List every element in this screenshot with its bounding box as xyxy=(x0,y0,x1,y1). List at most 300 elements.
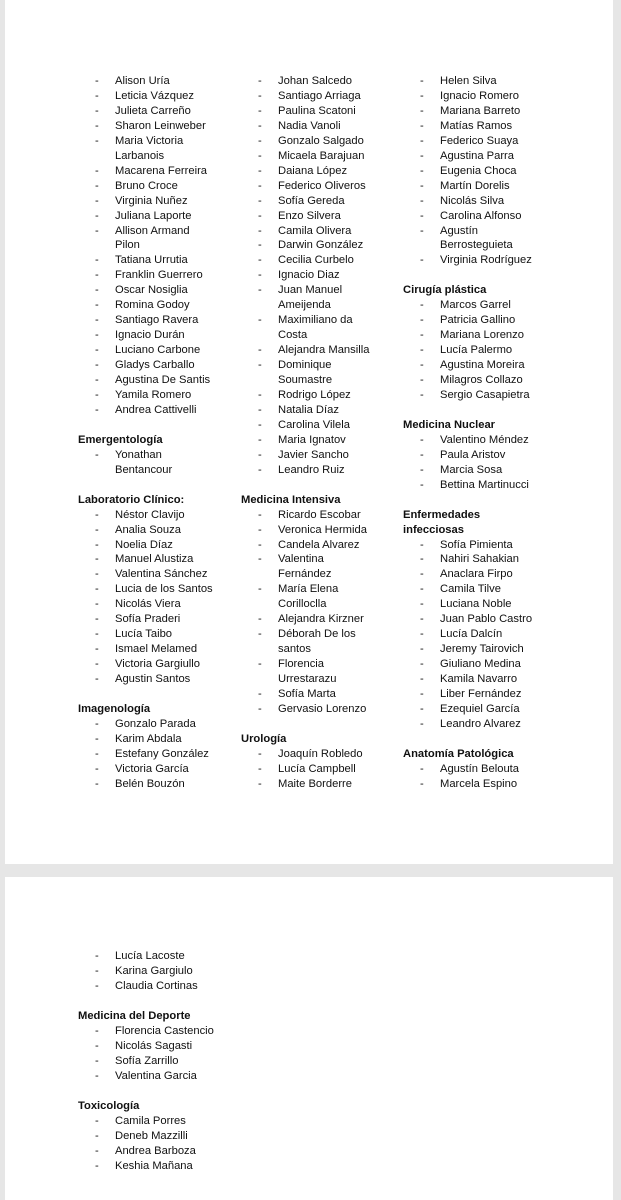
person-name: Marcos Garrel xyxy=(440,299,511,312)
bullet-dash: - xyxy=(95,1115,99,1127)
list-item-continuation xyxy=(241,597,401,612)
bullet-dash: - xyxy=(95,508,99,521)
person-name: Marcia Sosa xyxy=(440,463,503,476)
list-item xyxy=(403,313,563,328)
bullet-dash: - xyxy=(95,299,99,312)
person-name: Sofía Marta xyxy=(278,687,336,700)
person-name: Larbanois xyxy=(115,149,165,162)
person-name: Daiana López xyxy=(278,164,348,177)
list-item xyxy=(78,523,238,538)
list-item xyxy=(241,582,401,597)
list-item xyxy=(403,89,563,104)
person-name: Lucía Palermo xyxy=(440,344,513,357)
person-name: Valentina Sánchez xyxy=(115,568,208,581)
list-item-continuation xyxy=(241,373,401,388)
person-name: Maria Ignatov xyxy=(278,433,346,446)
list-item xyxy=(403,328,563,343)
list-item xyxy=(241,283,401,298)
person-name: Darwin González xyxy=(278,239,364,252)
bullet-dash: - xyxy=(420,777,424,790)
bullet-dash: - xyxy=(258,104,262,117)
list-item xyxy=(78,597,238,612)
section-heading: Medicina Intensiva xyxy=(241,493,341,506)
bullet-dash: - xyxy=(258,179,262,192)
person-name: Martín Dorelis xyxy=(440,179,510,192)
list-item xyxy=(78,777,238,792)
bullet-dash: - xyxy=(420,119,424,132)
person-name: Claudia Cortinas xyxy=(115,980,198,992)
section-heading: Emergentología xyxy=(78,433,163,446)
person-name: Lucía Lacoste xyxy=(115,950,185,962)
bullet-dash: - xyxy=(95,628,99,641)
list-item xyxy=(403,597,563,612)
bullet-dash: - xyxy=(258,149,262,162)
list-item xyxy=(403,149,563,164)
person-name: Federico Suaya xyxy=(440,134,519,147)
person-name: Yamila Romero xyxy=(115,388,192,401)
bullet-dash: - xyxy=(258,687,262,700)
person-name: Mariana Barreto xyxy=(440,104,521,117)
person-name: Gladys Carballo xyxy=(115,359,195,372)
person-name: Virginia Rodríguez xyxy=(440,254,532,267)
bullet-dash: - xyxy=(95,179,99,192)
person-name: Dominique xyxy=(278,359,332,372)
document-page-1 xyxy=(5,0,613,864)
bullet-dash: - xyxy=(95,583,99,596)
list-item-continuation xyxy=(78,149,238,164)
list-item xyxy=(78,567,238,582)
bullet-dash: - xyxy=(258,448,262,461)
list-item xyxy=(241,762,401,777)
list-item xyxy=(403,717,563,732)
list-item xyxy=(241,747,401,762)
person-name: Natalia Díaz xyxy=(278,403,339,416)
person-name: Ismael Melamed xyxy=(115,643,198,656)
list-item xyxy=(78,194,238,209)
list-item xyxy=(78,657,238,672)
list-item xyxy=(78,283,238,298)
list-item xyxy=(78,343,238,358)
person-name: Maria Victoria xyxy=(115,134,184,147)
list-item xyxy=(241,209,401,224)
list-item xyxy=(78,448,238,463)
list-item xyxy=(78,164,238,179)
section-heading: Cirugía plástica xyxy=(403,284,487,297)
bullet-dash: - xyxy=(420,194,424,207)
bullet-dash: - xyxy=(420,254,424,267)
person-name: Sofía Pimienta xyxy=(440,538,513,551)
list-item xyxy=(78,328,238,343)
bullet-dash: - xyxy=(420,658,424,670)
section-heading: infecciosas xyxy=(403,523,464,536)
person-name: Romina Godoy xyxy=(115,299,190,312)
person-name: Ricardo Escobar xyxy=(278,508,361,521)
list-item xyxy=(78,209,238,224)
bullet-dash: - xyxy=(95,269,99,282)
person-name: Johan Salcedo xyxy=(278,75,353,87)
bullet-dash: - xyxy=(420,762,424,775)
bullet-dash: - xyxy=(420,717,424,730)
bullet-dash: - xyxy=(420,75,424,87)
bullet-dash: - xyxy=(95,1145,99,1157)
person-name: Karina Gargiulo xyxy=(115,965,193,977)
bullet-dash: - xyxy=(95,965,99,977)
list-item xyxy=(241,74,401,89)
section-heading: Laboratorio Clínico: xyxy=(78,493,185,506)
person-name: Lucía Dalcín xyxy=(440,628,503,641)
person-name: Alejandra Kirzner xyxy=(278,613,364,626)
bullet-dash: - xyxy=(258,284,262,297)
list-item xyxy=(403,74,563,89)
bullet-dash: - xyxy=(258,777,262,790)
list-item xyxy=(78,747,238,762)
bullet-dash: - xyxy=(95,613,99,626)
bullet-dash: - xyxy=(420,224,424,237)
person-name: Eugenia Choca xyxy=(440,164,517,177)
person-name: Ignacio Romero xyxy=(440,90,519,102)
list-item xyxy=(78,253,238,268)
list-item xyxy=(241,164,401,179)
bullet-dash: - xyxy=(95,950,99,962)
bullet-dash: - xyxy=(95,1070,99,1082)
bullet-dash: - xyxy=(258,538,262,551)
person-name: Analia Souza xyxy=(115,523,181,536)
person-name: Soumastre xyxy=(278,374,333,386)
bullet-dash: - xyxy=(95,538,99,551)
bullet-dash: - xyxy=(420,388,424,401)
list-item xyxy=(403,224,563,239)
bullet-dash: - xyxy=(258,75,262,87)
person-name: Gervasio Lorenzo xyxy=(278,702,367,715)
bullet-dash: - xyxy=(95,523,99,536)
list-item xyxy=(78,508,238,523)
list-item xyxy=(241,687,401,702)
person-name: Ezequiel García xyxy=(440,702,520,715)
person-name: Paula Aristov xyxy=(440,448,506,461)
list-item-continuation xyxy=(241,672,401,687)
list-item xyxy=(78,89,238,104)
bullet-dash: - xyxy=(258,403,262,416)
person-name: Leandro Ruiz xyxy=(278,463,345,476)
list-item xyxy=(78,313,238,328)
list-item-continuation xyxy=(78,463,238,478)
bullet-dash: - xyxy=(95,732,99,745)
list-item xyxy=(241,119,401,134)
bullet-dash: - xyxy=(420,628,424,641)
person-name: Sergio Casapietra xyxy=(440,388,530,401)
person-name: Victoria Gargiullo xyxy=(115,658,200,670)
list-item xyxy=(403,777,563,792)
bullet-dash: - xyxy=(95,448,99,461)
person-name: Bettina Martinucci xyxy=(440,478,529,491)
bullet-dash: - xyxy=(258,344,262,357)
person-name: Nicolás Silva xyxy=(440,194,505,207)
list-item xyxy=(241,403,401,418)
bullet-dash: - xyxy=(420,104,424,117)
list-item xyxy=(78,979,378,994)
bullet-dash: - xyxy=(258,523,262,536)
bullet-dash: - xyxy=(258,119,262,132)
list-item xyxy=(403,448,563,463)
list-item xyxy=(78,627,238,642)
person-name: Agustina Moreira xyxy=(440,359,525,372)
person-name: Santiago Arriaga xyxy=(278,90,361,102)
section-heading: Enfermedades xyxy=(403,508,481,521)
bullet-dash: - xyxy=(420,179,424,192)
person-name: Milagros Collazo xyxy=(440,374,523,386)
bullet-dash: - xyxy=(258,239,262,252)
person-name: Nadia Vanoli xyxy=(278,119,341,132)
person-name: Agustín xyxy=(440,224,478,237)
bullet-dash: - xyxy=(258,209,262,222)
bullet-dash: - xyxy=(95,673,99,685)
list-item xyxy=(403,343,563,358)
list-item xyxy=(403,194,563,209)
bullet-dash: - xyxy=(258,134,262,147)
list-item xyxy=(78,964,378,979)
person-name: Juan Pablo Castro xyxy=(440,613,533,626)
person-name: Marcela Espino xyxy=(440,777,518,790)
bullet-dash: - xyxy=(95,119,99,132)
bullet-dash: - xyxy=(95,568,99,581)
person-name: Nahiri Sahakian xyxy=(440,553,519,566)
bullet-dash: - xyxy=(95,762,99,775)
list-item xyxy=(78,1129,378,1144)
bullet-dash: - xyxy=(258,583,262,596)
list-item xyxy=(78,538,238,553)
person-name: Carolina Vilela xyxy=(278,418,350,431)
person-name: Berrosteguieta xyxy=(440,239,513,252)
bullet-dash: - xyxy=(95,777,99,790)
person-name: Giuliano Medina xyxy=(440,658,521,670)
person-name: Deneb Mazzilli xyxy=(115,1130,188,1142)
list-item xyxy=(78,134,238,149)
list-item xyxy=(78,949,378,964)
bullet-dash: - xyxy=(95,553,99,566)
list-item xyxy=(78,1159,378,1174)
person-name: Estefany González xyxy=(115,747,209,760)
list-item-continuation xyxy=(78,238,238,253)
list-item xyxy=(78,403,238,418)
person-name: Juliana Laporte xyxy=(115,209,192,222)
person-name: Florencia xyxy=(278,658,325,670)
list-item xyxy=(78,388,238,403)
person-name: Rodrigo López xyxy=(278,388,351,401)
person-name: santos xyxy=(278,643,311,656)
bullet-dash: - xyxy=(420,598,424,611)
list-item xyxy=(78,224,238,239)
person-name: Leticia Vázquez xyxy=(115,90,194,102)
list-item xyxy=(241,194,401,209)
bullet-dash: - xyxy=(258,194,262,207)
person-name: Macarena Ferreira xyxy=(115,164,208,177)
person-name: Ignacio Diaz xyxy=(278,269,340,282)
person-name: Tatiana Urrutia xyxy=(115,254,188,267)
person-name: Camila Olivera xyxy=(278,224,352,237)
person-name: Camila Tilve xyxy=(440,583,501,596)
person-name: Florencia Castencio xyxy=(115,1025,214,1037)
person-name: Gonzalo Parada xyxy=(115,717,196,730)
bullet-dash: - xyxy=(95,194,99,207)
person-name: Karim Abdala xyxy=(115,732,182,745)
person-name: Bentancour xyxy=(115,463,173,476)
person-name: Maximiliano da xyxy=(278,314,353,327)
person-name: Valentina xyxy=(278,553,324,566)
bullet-dash: - xyxy=(420,90,424,102)
person-name: Gonzalo Salgado xyxy=(278,134,364,147)
person-name: Lucía Campbell xyxy=(278,762,356,775)
bullet-dash: - xyxy=(258,224,262,237)
list-item xyxy=(403,702,563,717)
list-item xyxy=(403,209,563,224)
list-item xyxy=(403,612,563,627)
bullet-dash: - xyxy=(95,344,99,357)
list-item xyxy=(403,538,563,553)
bullet-dash: - xyxy=(95,403,99,416)
list-item xyxy=(403,478,563,493)
person-name: Candela Alvarez xyxy=(278,538,360,551)
bullet-dash: - xyxy=(95,1160,99,1172)
list-item xyxy=(403,179,563,194)
person-name: Victoria García xyxy=(115,762,189,775)
list-item xyxy=(241,134,401,149)
list-item xyxy=(403,358,563,373)
list-item xyxy=(241,612,401,627)
section-heading: Anatomía Patológica xyxy=(403,747,514,760)
bullet-dash: - xyxy=(258,702,262,715)
list-item xyxy=(403,762,563,777)
person-name: Alison Uría xyxy=(115,75,170,87)
person-name: Néstor Clavijo xyxy=(115,508,185,521)
section-heading: Toxicología xyxy=(78,1100,140,1112)
person-name: Juan Manuel xyxy=(278,284,343,297)
person-name: Jeremy Tairovich xyxy=(440,643,524,656)
person-name: Helen Silva xyxy=(440,75,497,87)
bullet-dash: - xyxy=(95,1025,99,1037)
person-name: Andrea Cattivelli xyxy=(115,403,197,416)
list-item xyxy=(78,717,238,732)
person-name: Maite Borderre xyxy=(278,777,352,790)
bullet-dash: - xyxy=(95,90,99,102)
person-name: Noelia Díaz xyxy=(115,538,173,551)
person-name: Yonathan xyxy=(115,448,162,461)
bullet-dash: - xyxy=(95,1055,99,1067)
person-name: Cecilia Curbelo xyxy=(278,254,354,267)
person-name: Sofía Zarrillo xyxy=(115,1055,179,1067)
section-heading: Medicina del Deporte xyxy=(78,1010,191,1022)
list-item xyxy=(78,1069,378,1084)
bullet-dash: - xyxy=(420,613,424,626)
bullet-dash: - xyxy=(420,568,424,581)
bullet-dash: - xyxy=(420,448,424,461)
bullet-dash: - xyxy=(420,538,424,551)
bullet-dash: - xyxy=(95,374,99,386)
list-item-continuation xyxy=(241,567,401,582)
bullet-dash: - xyxy=(95,164,99,177)
person-name: Micaela Barajuan xyxy=(278,149,365,162)
person-name: Urrestarazu xyxy=(278,673,337,685)
bullet-dash: - xyxy=(420,583,424,596)
person-name: Luciano Carbone xyxy=(115,344,201,357)
bullet-dash: - xyxy=(420,329,424,342)
person-name: Mariana Lorenzo xyxy=(440,329,524,342)
list-item xyxy=(241,777,401,792)
list-item xyxy=(241,702,401,717)
bullet-dash: - xyxy=(420,299,424,312)
bullet-dash: - xyxy=(420,164,424,177)
person-name: Lucia de los Santos xyxy=(115,583,213,596)
list-item xyxy=(403,567,563,582)
bullet-dash: - xyxy=(420,553,424,566)
list-item xyxy=(78,358,238,373)
bullet-dash: - xyxy=(95,598,99,611)
bullet-dash: - xyxy=(95,1130,99,1142)
list-item xyxy=(241,388,401,403)
bullet-dash: - xyxy=(420,478,424,491)
person-name: Virginia Nuñez xyxy=(115,194,188,207)
list-item xyxy=(78,179,238,194)
list-item xyxy=(403,134,563,149)
bullet-dash: - xyxy=(420,359,424,372)
list-item xyxy=(78,1144,378,1159)
person-name: Ameijenda xyxy=(278,299,331,312)
bullet-dash: - xyxy=(420,673,424,685)
bullet-dash: - xyxy=(420,463,424,476)
document-page-2 xyxy=(5,877,613,1200)
bullet-dash: - xyxy=(95,643,99,656)
list-item xyxy=(241,627,401,642)
bullet-dash: - xyxy=(258,388,262,401)
person-name: Allison Armand xyxy=(115,224,190,237)
bullet-dash: - xyxy=(258,463,262,476)
list-item xyxy=(78,582,238,597)
bullet-dash: - xyxy=(420,314,424,327)
list-item xyxy=(241,313,401,328)
person-name: Sharon Leinweber xyxy=(115,119,206,132)
bullet-dash: - xyxy=(95,104,99,117)
person-name: Agustin Santos xyxy=(115,673,191,685)
bullet-dash: - xyxy=(95,75,99,87)
person-name: Déborah De los xyxy=(278,628,356,641)
list-item xyxy=(241,433,401,448)
list-item xyxy=(403,388,563,403)
list-item xyxy=(241,523,401,538)
person-name: Agustina De Santis xyxy=(115,374,211,386)
person-name: Lucía Taibo xyxy=(115,628,173,641)
list-item xyxy=(78,373,238,388)
bullet-dash: - xyxy=(95,329,99,342)
list-item xyxy=(241,224,401,239)
person-name: Liber Fernández xyxy=(440,687,522,700)
bullet-dash: - xyxy=(258,628,262,641)
list-item xyxy=(241,657,401,672)
section-heading: Urología xyxy=(241,732,287,745)
bullet-dash: - xyxy=(95,209,99,222)
person-name: Joaquín Robledo xyxy=(278,747,363,760)
bullet-dash: - xyxy=(258,433,262,446)
list-item xyxy=(241,149,401,164)
list-item xyxy=(241,253,401,268)
list-item xyxy=(78,1024,378,1039)
bullet-dash: - xyxy=(420,433,424,446)
list-item xyxy=(78,762,238,777)
bullet-dash: - xyxy=(420,149,424,162)
person-name: Julieta Carreño xyxy=(115,104,191,117)
list-item xyxy=(78,1039,378,1054)
person-name: Veronica Hermida xyxy=(278,523,367,536)
bullet-dash: - xyxy=(95,980,99,992)
list-item xyxy=(403,672,563,687)
